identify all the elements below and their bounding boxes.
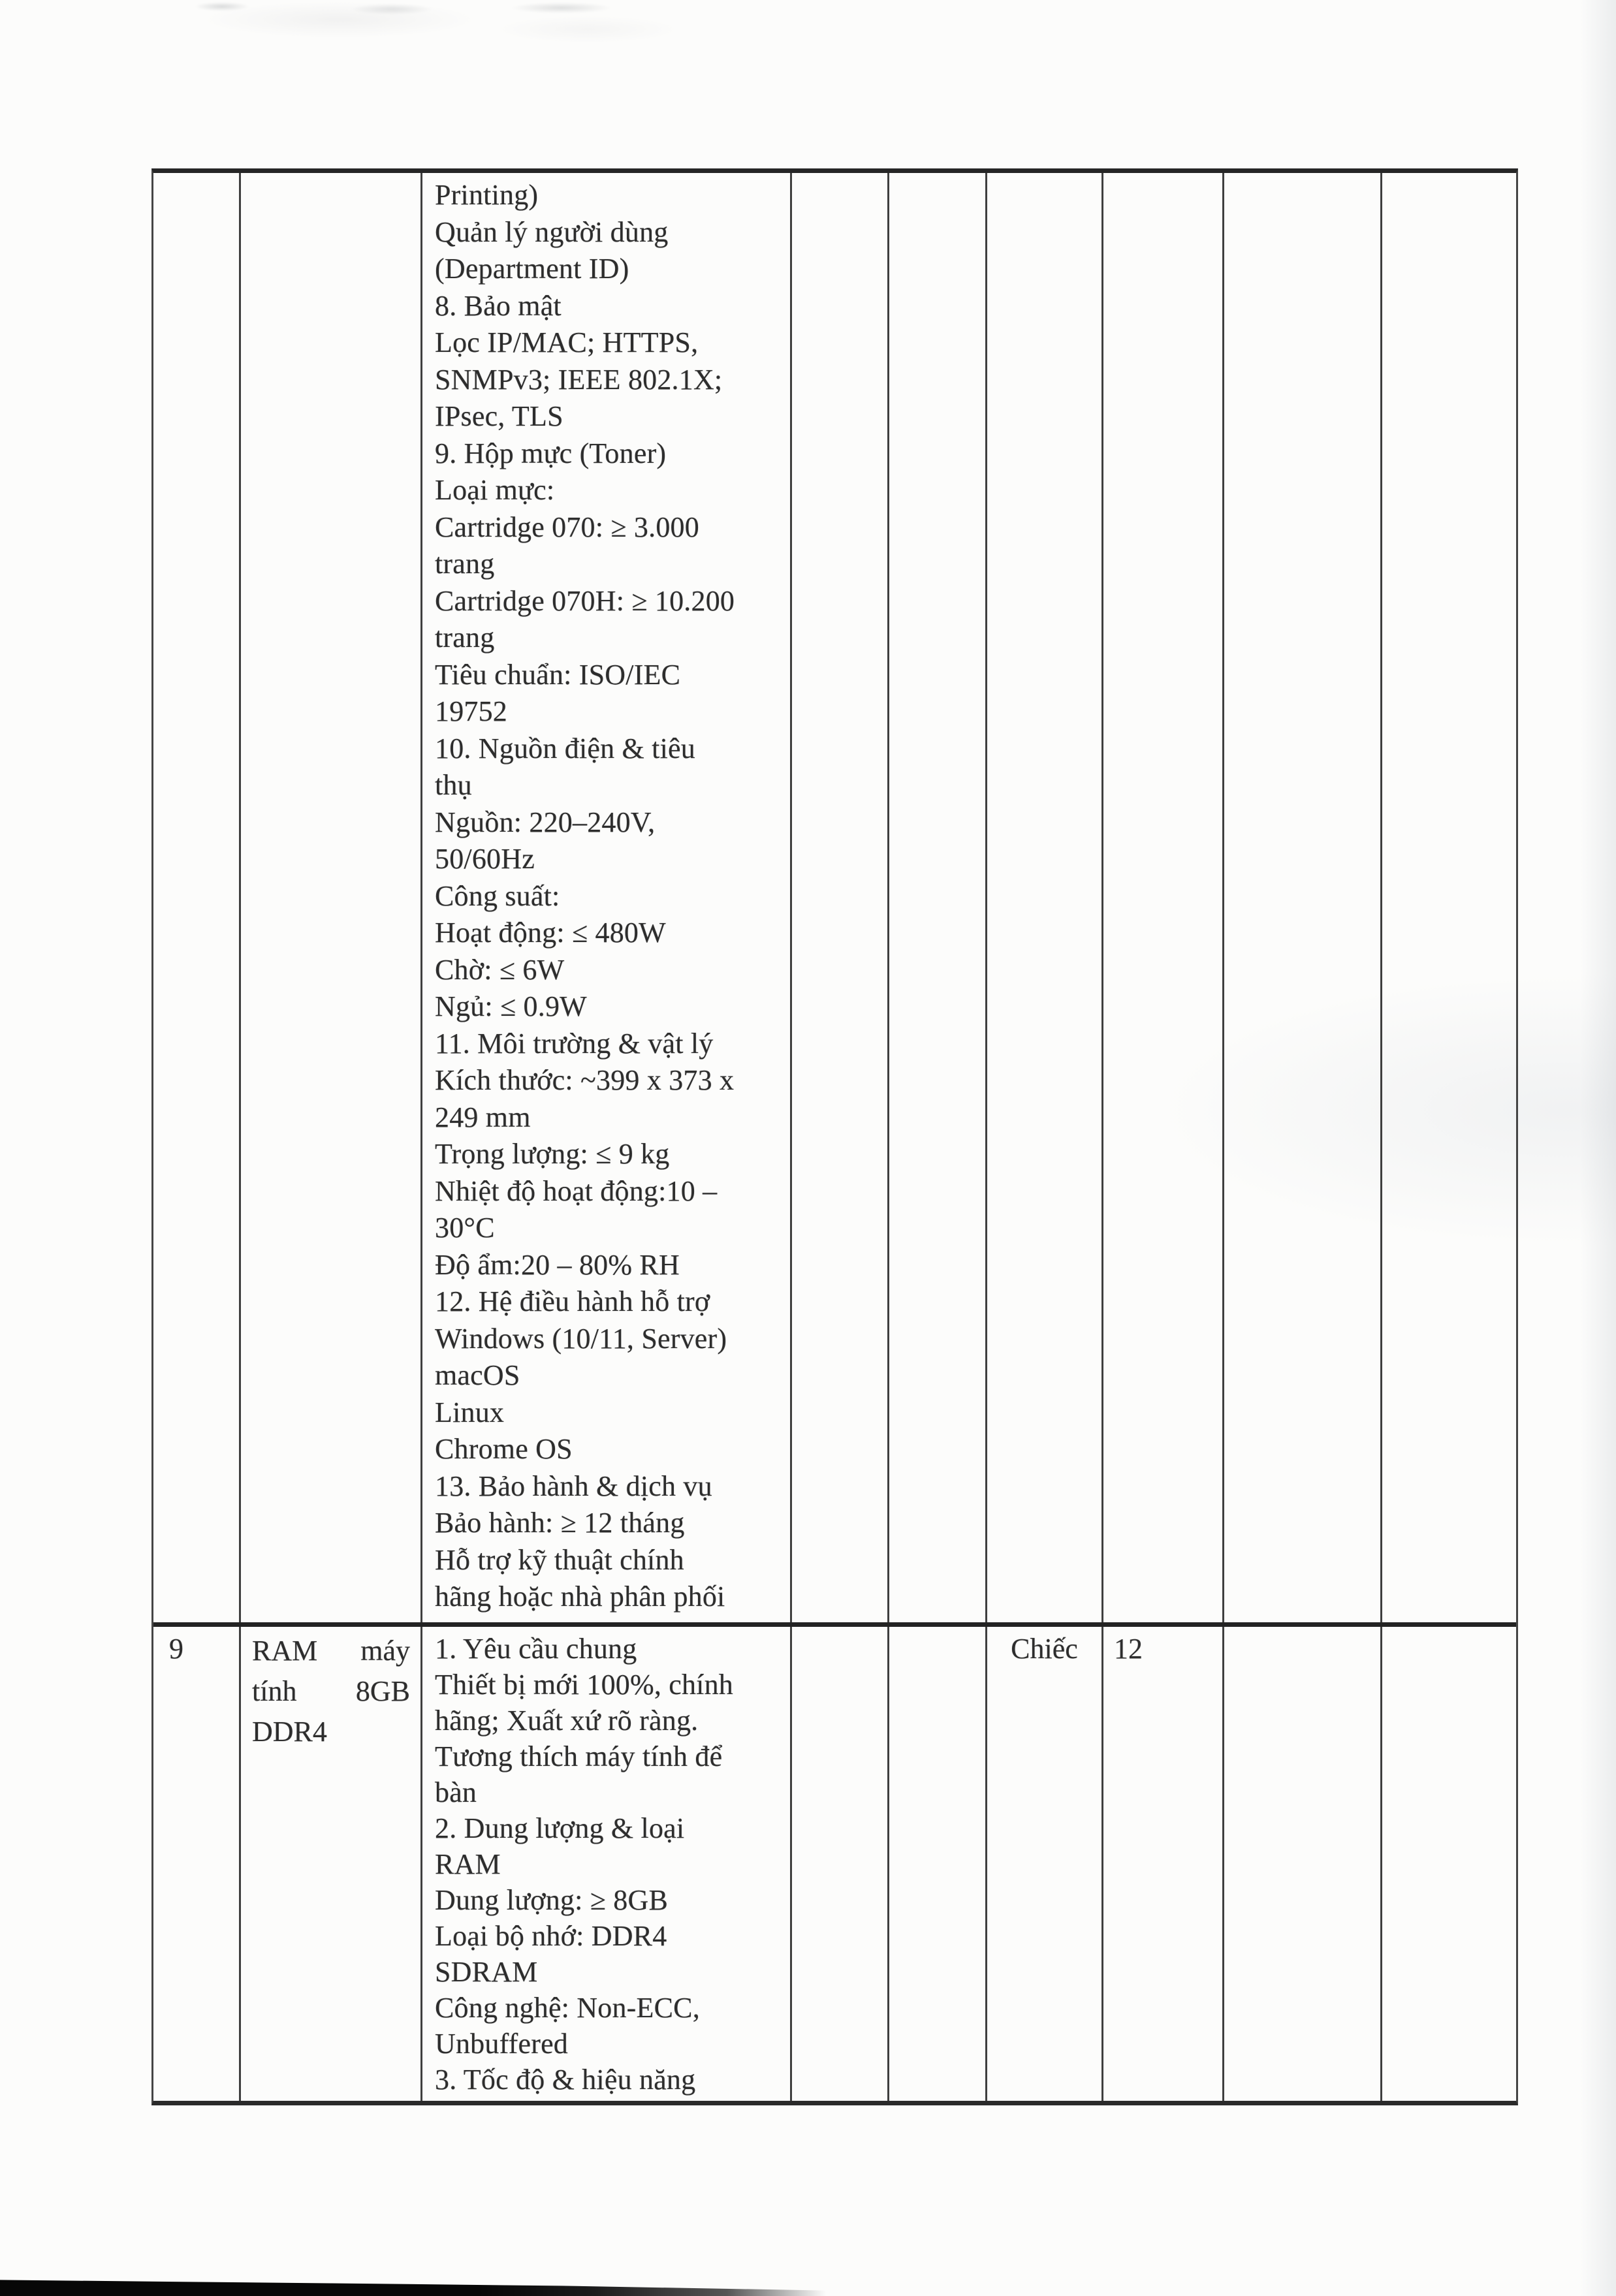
cell-item9-qty — [1103, 1627, 1224, 2101]
scan-artifact-top-smudge — [196, 0, 692, 17]
cell-item9-col9 — [1382, 1627, 1516, 2101]
cell-item9-name — [241, 1627, 422, 2101]
table-row-item8-continuation — [153, 173, 1516, 1627]
scan-artifact-edge-shade — [1580, 0, 1616, 2296]
cell-item8-specs — [422, 173, 792, 1622]
cell-item9-col5 — [889, 1627, 987, 2101]
item9-spec-text: 1. Yêu cầu chung Thiết bị mới 100%, chính hãng; Xuất xứ rõ ràng. Tương thích máy tính để bàn 2. Dung lượng & loại RAM Dung lượng: ≥ 8GB Loại bộ nhớ: DDR4 SDRAM Công nghệ: Non-ECC, Unbuffered 3. Tốc độ & hiệu năng — [435, 1633, 734, 2096]
cell-item9-col4 — [792, 1627, 889, 2101]
cell-item8-col8 — [1224, 173, 1382, 1622]
cell-item9-col8 — [1224, 1627, 1382, 2101]
cell-item9-no — [153, 1627, 241, 2101]
cell-item8-no — [153, 173, 241, 1622]
cell-item8-unit — [987, 173, 1103, 1622]
item9-number: 9 — [169, 1633, 183, 1665]
item9-name: RAM máy tính 8GB DDR4 — [252, 1635, 410, 1748]
specification-table — [151, 168, 1518, 2105]
cell-item9-specs — [422, 1627, 792, 2101]
scan-artifact-bottom-bar — [0, 2276, 826, 2296]
cell-item8-col9 — [1382, 173, 1516, 1622]
cell-item8-name — [241, 173, 422, 1622]
cell-item8-qty — [1103, 173, 1224, 1622]
cell-item9-unit — [987, 1627, 1103, 2101]
table-row-item9 — [153, 1627, 1516, 2101]
item8-spec-text: Printing) Quản lý người dùng (Department ID) 8. Bảo mật Lọc IP/MAC; HTTPS, SNMPv3; IEEE 802.1X; IPsec, TLS 9. Hộp mực (Toner) Loại mực: Cartridge 070: ≥ 3.000 trang Cartridge 070H: ≥ 10.200 trang Tiêu chuẩn: ISO/IEC 19752 10. Nguồn điện & tiêu thụ Nguồn: 220–240V, 50/60Hz Công suất: Hoạt động: ≤ 480W Chờ: ≤ 6W Ngủ: ≤ 0.9W 11. Môi trường & vật lý Kích thước: ~399 x 373 x 249 mm Trọng lượng: ≤ 9 kg Nhiệt độ hoạt động:10 – 30°C Độ ẩm:20 – 80% RH 12. Hệ điều hành hỗ trợ Windows (10/11, Server) macOS Linux Chrome OS 13. Bảo hành & dịch vụ Bảo hành: ≥ 12 tháng Hỗ trợ kỹ thuật chính hãng hoặc nhà phân phối — [435, 179, 735, 1612]
cell-item8-col4 — [792, 173, 889, 1622]
item9-quantity: 12 — [1114, 1633, 1143, 1665]
cell-item8-col5 — [889, 173, 987, 1622]
item9-unit: Chiếc — [1011, 1633, 1078, 1665]
